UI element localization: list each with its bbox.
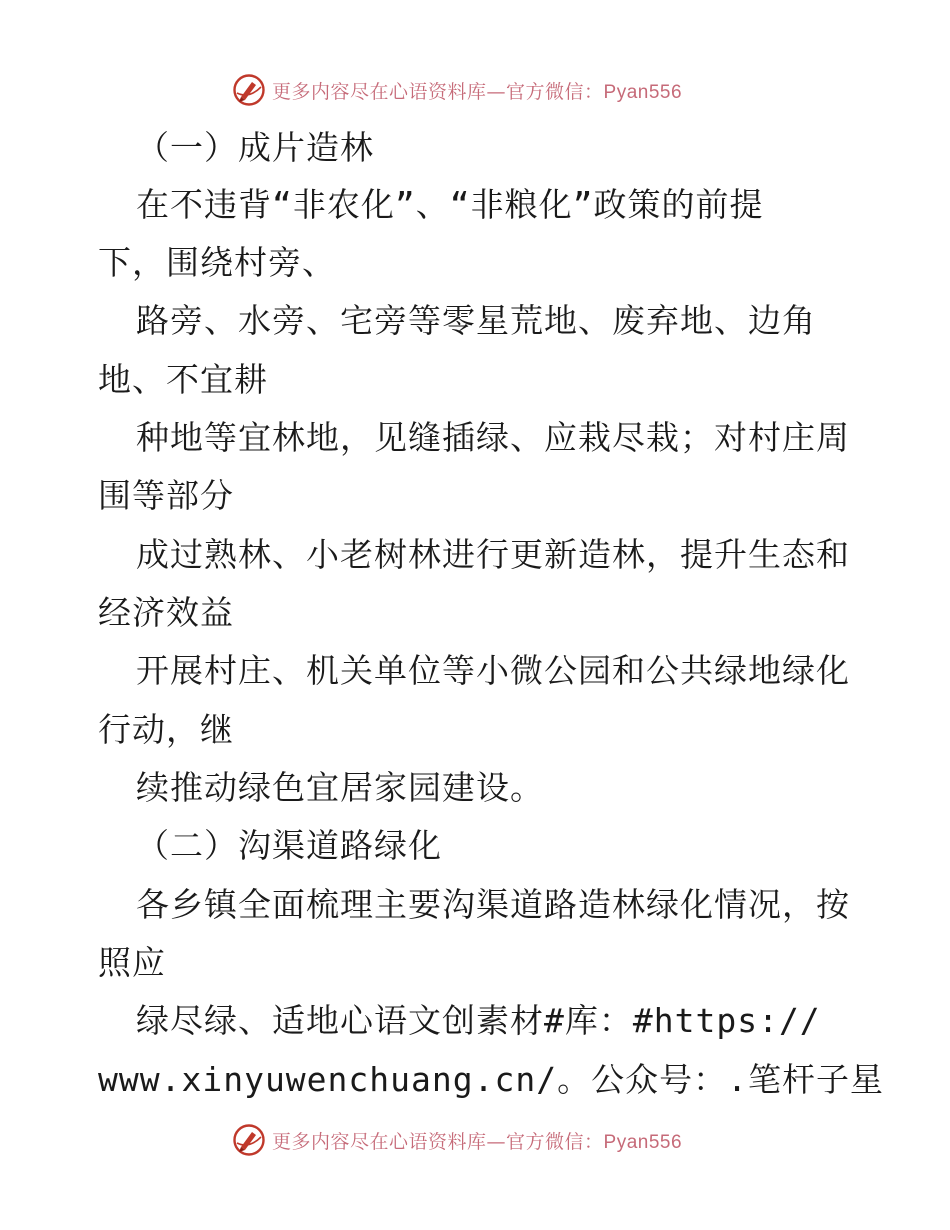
paragraph-line: 种地等宜林地，见缝插绿、应栽尽栽；对村庄周 bbox=[136, 418, 850, 457]
paragraph-line: 围等部分 bbox=[98, 476, 234, 515]
paragraph-line: 绿尽绿、适地心语文创素材#库：#https:// bbox=[136, 1001, 821, 1040]
paragraph-line: 续推动绿色宜居家园建设。 bbox=[136, 768, 544, 807]
watermark-footer bbox=[232, 1122, 682, 1158]
paragraph-line: 下，围绕村旁、 bbox=[98, 243, 336, 282]
paragraph-line: 各乡镇全面梳理主要沟渠道路造林绿化情况，按 bbox=[136, 885, 850, 924]
paragraph-line: 照应 bbox=[98, 943, 166, 982]
paragraph-line: 在不违背“非农化”、“非粮化”政策的前提 bbox=[136, 185, 764, 224]
paragraph-line: 地、不宜耕 bbox=[98, 360, 268, 399]
paragraph-line: 成过熟林、小老树林进行更新造林，提升生态和 bbox=[136, 535, 850, 574]
watermark-label: 更多内容尽在心语资料库—官方微信：Pyan556 bbox=[272, 80, 683, 103]
pen-logo-icon bbox=[232, 1123, 266, 1157]
pen-logo-icon bbox=[232, 73, 266, 107]
heading-section-1: （一）成片造林 bbox=[136, 128, 374, 167]
heading-section-2: （二）沟渠道路绿化 bbox=[136, 826, 442, 865]
paragraph-line: www.xinyuwenchuang.cn/。公众号：.笔杆子星 bbox=[98, 1060, 884, 1099]
paragraph-line: 路旁、水旁、宅旁等零星荒地、废弃地、边角 bbox=[136, 301, 816, 340]
paragraph-line: 经济效益 bbox=[98, 593, 234, 632]
paragraph-line: 开展村庄、机关单位等小微公园和公共绿地绿化 bbox=[136, 651, 850, 690]
paragraph-line: 行动，继 bbox=[98, 710, 234, 749]
watermark-label: 更多内容尽在心语资料库—官方微信：Pyan556 bbox=[272, 1130, 683, 1153]
watermark-header bbox=[232, 72, 682, 108]
